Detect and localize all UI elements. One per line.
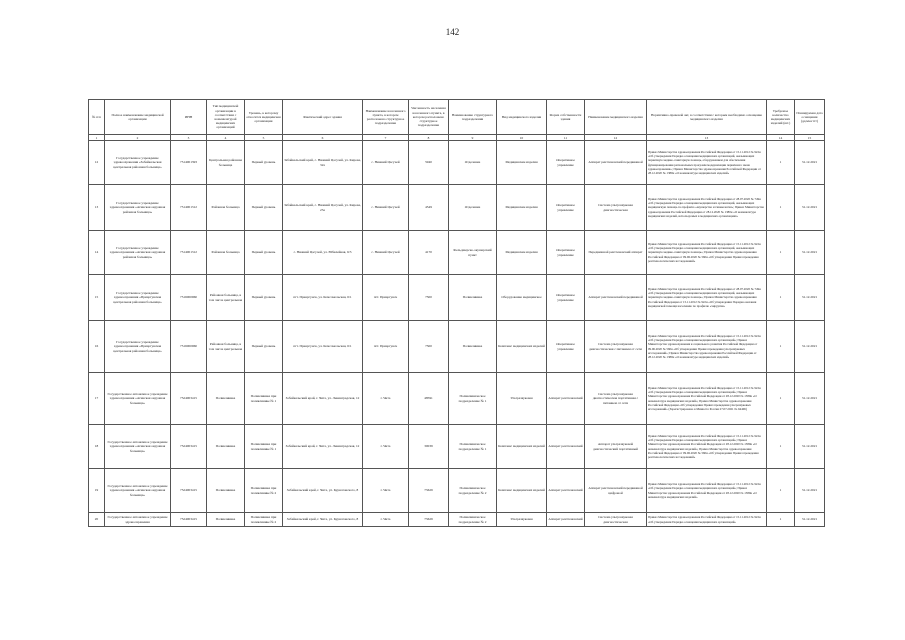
legal-act-cell: Приказ Министерства здравоохранения Российской Федерации от 15.11.2012 № 922н «Об утверждении Порядка оснащения медицинских организаций»; Приказ Министерства здравоохранения Российской Федерации от 28.12.2020 № 1380н «О номенклатуре медицинских изделий» (647, 469, 767, 513)
table-cell: Поликлиника (207, 373, 245, 425)
table-row (89, 141, 825, 185)
legal-act-cell: Приказ Министерства здравоохранения Российской Федерации от 28.07.2020 № 749н «Об утверждении Порядка оснащения медицинских организаций, оказывающих медицинскую помощь по профилю «акушерство и гинекология»; Приказ Министерства здравоохранения Российской Федерации от 28.12.2020 № 1380н «О номенклатуре медицинских изделий, используемых в медицинских организациях» (647, 185, 767, 231)
table-cell: Поликлиническое подразделение № 2 (449, 469, 497, 513)
table-cell: 7500 (409, 275, 449, 321)
equipment-table-container (88, 99, 824, 527)
table-cell: Государственное учреждение здравоохранения «Приаргунская центральная районная больница» (105, 275, 171, 321)
table-cell: 48591 (409, 373, 449, 425)
table-cell: 4170 (409, 231, 449, 275)
table-cell: Забайкальский край, г. Чита, ул. Ленинградская, 12 (283, 373, 363, 425)
table-cell: Аппарат рентгеновский (547, 425, 585, 469)
table-cell: Первый уровень (245, 321, 283, 373)
legal-act-cell: Приказ Министерства здравоохранения Российской Федерации от 28.07.2020 № 749н «Об утверждении Порядка оснащения медицинских организаций, оказывающих первичную медико-санитарную помощь»; Приказ Министерства здравоохранения Российской Федерации от 15.11.2012 № 922н «Об утверждении Порядка оказания медицинской помощи населению по профилю «хирургия» (647, 275, 767, 321)
date-cell: 31.12.2021 (795, 513, 825, 527)
date-cell: 31.12.2021 (795, 185, 825, 231)
table-cell: Поликлиническое подразделение № 2 (449, 513, 497, 527)
equipment-table (88, 99, 825, 527)
table-cell: 7516000960 (171, 275, 207, 321)
table-cell: Оперативное управление (547, 275, 585, 321)
date-cell: 31.12.2021 (795, 141, 825, 185)
table-cell: 7524003415 (171, 373, 207, 425)
table-cell: Ультразвуковая (497, 373, 547, 425)
table-cell: Отделение (449, 185, 497, 231)
quantity-cell: 1 (767, 141, 795, 185)
table-cell: 7514001393 (171, 141, 207, 185)
column-number: 1 (89, 135, 105, 141)
table-cell: Система ультразвуковая диагностическая (585, 185, 647, 231)
header-row (89, 100, 825, 135)
table-cell: 15 (89, 275, 105, 321)
table-cell: Оперативное управление (547, 321, 585, 373)
table-cell: пгт. Приаргунск (363, 275, 409, 321)
date-cell: 31.12.2021 (795, 231, 825, 275)
table-cell: с. Нижний Цасучей (363, 231, 409, 275)
column-header: Фактический адрес здания (283, 100, 363, 135)
date-cell: 31.12.2021 (795, 469, 825, 513)
table-cell: 4549 (409, 185, 449, 231)
legal-act-cell: Приказ Министерства здравоохранения Российской Федерации от 15.11.2012 № 922н «Об утверждении Порядка оснащения медицинских организаций» (647, 513, 767, 527)
table-cell: Государственное автономное учреждение здравоохранения «Агинская окружная больница» (105, 373, 171, 425)
table-row (89, 469, 825, 513)
column-header: № п/п (89, 100, 105, 135)
table-cell: с. Нижний Цасучей, ул. Юбилейная, 6/3 (283, 231, 363, 275)
column-header: Уровень, к которому относится медицинская организация (245, 100, 283, 135)
table-cell: 7524003415 (171, 513, 207, 527)
table-cell: 13 (89, 185, 105, 231)
table-cell: 7514001312 (171, 185, 207, 231)
table-cell: 19 (89, 469, 105, 513)
table-cell: с. Нижний Цасучей (363, 141, 409, 185)
table-cell: Районная больница, в том числе центральная (207, 321, 245, 373)
table-cell: г. Чита (363, 513, 409, 527)
date-cell: 31.12.2021 (795, 425, 825, 469)
column-header: Вид медицинского изделия (497, 100, 547, 135)
table-cell: Оборудование медицинское (497, 275, 547, 321)
table-cell: Оперативное управление (547, 185, 585, 231)
table-cell: Государственное учреждение здравоохранения «Приаргунская центральная районная больница» (105, 321, 171, 373)
table-cell: Забайкальский край, с. Нижний Цасучей, ул. Кирова, 32а (283, 141, 363, 185)
table-cell: Поликлиника при поликлинике № 1 (245, 425, 283, 469)
column-header: Тип медицинской организации в соответствии с номенклатурой медицинских организаций (207, 100, 245, 135)
column-header: ИНН (171, 100, 207, 135)
table-row (89, 321, 825, 373)
table-cell: Государственное учреждение здравоохранения «Агинская окружная районная больница» (105, 185, 171, 231)
table-cell: Государственное учреждение здравоохранения «Забайкальская центральная районная больница» (105, 141, 171, 185)
page-number: 142 (445, 27, 460, 37)
column-number: 9 (449, 135, 497, 141)
table-cell: Поликлиника при поликлинике № 1 (245, 373, 283, 425)
table-cell: Районная больница, в том числе центральная (207, 275, 245, 321)
column-number: 3 (171, 135, 207, 141)
table-body (89, 141, 825, 527)
quantity-cell: 1 (767, 275, 795, 321)
table-cell: с. Нижний Цасучей (363, 185, 409, 231)
column-header: Численность населения населенного пункта, в котором расположено структурное подразделение (409, 100, 449, 135)
table-cell: Отделение (449, 141, 497, 185)
table-cell: г. Чита (363, 373, 409, 425)
table-cell: 75629 (409, 469, 449, 513)
column-header: Форма собственности здания (547, 100, 585, 135)
date-cell: 31.12.2021 (795, 321, 825, 373)
quantity-cell: 1 (767, 373, 795, 425)
table-cell: Аппарат рентгеновский передвижной (585, 141, 647, 185)
table-cell: Поликлиническое подразделение № 1 (449, 425, 497, 469)
table-cell: пгт. Приаргунск, ул. Комсомольская, 6/1 (283, 275, 363, 321)
table-cell: Поликлиника (449, 321, 497, 373)
table-row (89, 231, 825, 275)
table-cell: Государственное учреждение здравоохранения «Агинская окружная районная больница» (105, 231, 171, 275)
table-cell: пгт. Приаргунск, ул. Комсомольская, 6/1 (283, 321, 363, 373)
table-cell: 17 (89, 373, 105, 425)
table-row (89, 425, 825, 469)
table-cell: Районная больница (207, 231, 245, 275)
quantity-cell: 1 (767, 425, 795, 469)
table-row (89, 373, 825, 425)
table-cell: Аппарат рентгеновский передвижной (585, 275, 647, 321)
legal-act-cell: Приказ Министерства здравоохранения Российской Федерации от 15.11.2012 № 922н «Об утверждении Порядка оснащения медицинских организаций»; Приказ Министерства здравоохранения Российской Федерации от 28.12.2020 № 1380н «О номенклатуре медицинских изделий»; Приказ Министерства здравоохранения Российской Федерации «Об утверждении Правил проведения ультразвуковых исследований» (Зарегистрировано в Минюсте России 27.07.2021 № 64406) (647, 373, 767, 425)
table-cell: Комплекс медицинских изделий (497, 425, 547, 469)
table-cell: Первый уровень (245, 275, 283, 321)
table-cell: Поликлиника (449, 275, 497, 321)
table-cell: Система ультразвуковая диагностическая портативная с питанием от сети (585, 373, 647, 425)
column-header: Наименование медицинского изделия (585, 100, 647, 135)
column-number: 2 (105, 135, 171, 141)
table-cell: г. Чита (363, 425, 409, 469)
table-cell: Забайкальский край, г. Чита, ул. Курнатовского, 8 (283, 469, 363, 513)
quantity-cell: 1 (767, 513, 795, 527)
table-cell: 18 (89, 425, 105, 469)
table-cell: 12 (89, 141, 105, 185)
table-cell: Поликлиника (207, 513, 245, 527)
table-cell: Первый уровень (245, 231, 283, 275)
table-cell: Государственное автономное учреждение здравоохранения (105, 513, 171, 527)
table-row (89, 275, 825, 321)
column-header: Планируемая дата оснащения (дд.мм.гггг) (795, 100, 825, 135)
table-cell: 7516000960 (171, 321, 207, 373)
table-cell: Комплекс медицинских изделий (497, 469, 547, 513)
table-cell: 7500 (409, 321, 449, 373)
legal-act-cell: Приказ Министерства здравоохранения Российской Федерации от 15.11.2012 № 922н «Об утверждении Порядка оснащения медицинских организаций»; Приказ Министерства здравоохранения Российской Федерации от 28.12.2020 № 1380н «О номенклатуре медицинских изделий»; Приказ Министерства здравоохранения Российской Федерации от 09.06.2020 № 560н «Об утверждении Правил проведения рентгенологических исследований» (647, 425, 767, 469)
table-header (89, 100, 825, 141)
table-cell: Поликлиника (207, 425, 245, 469)
table-cell: 5940 (409, 141, 449, 185)
column-number: 11 (547, 135, 585, 141)
table-cell: Медицинские изделия (497, 141, 547, 185)
table-cell: Поликлиника при поликлинике № 2 (245, 469, 283, 513)
column-number: 12 (585, 135, 647, 141)
table-cell: Забайкальский край, г. Чита, ул. Курнатовского, 8 (283, 513, 363, 527)
date-cell: 31.12.2021 (795, 373, 825, 425)
table-cell: Аппарат рентгеновский (547, 373, 585, 425)
column-header: Наименование структурного подразделения (449, 100, 497, 135)
quantity-cell: 1 (767, 231, 795, 275)
quantity-cell: 1 (767, 321, 795, 373)
table-cell: Передвижной рентгеновский аппарат (585, 231, 647, 275)
table-cell: Поликлиническое подразделение № 1 (449, 373, 497, 425)
table-cell: Система ультразвуковая диагностическая с питанием от сети (585, 321, 647, 373)
table-cell: Ультразвуковая (497, 513, 547, 527)
date-cell: 31.12.2021 (795, 275, 825, 321)
column-header: Требуемое количество медицинских изделий (шт.) (767, 100, 795, 135)
table-row (89, 513, 825, 527)
quantity-cell: 1 (767, 469, 795, 513)
column-number: 6 (283, 135, 363, 141)
table-cell: Забайкальский край, с. Нижний Цасучей, ул. Кирова, 23а (283, 185, 363, 231)
table-cell: пгт. Приаргунск (363, 321, 409, 373)
column-number: 10 (497, 135, 547, 141)
table-cell: Государственное автономное учреждение здравоохранения «Агинская окружная больница» (105, 469, 171, 513)
table-cell: г. Чита (363, 469, 409, 513)
table-cell: Государственное автономное учреждение здравоохранения «Агинская окружная больница» (105, 425, 171, 469)
table-cell: Поликлиника при поликлинике № 2 (245, 513, 283, 527)
table-cell: Медицинские изделия (497, 185, 547, 231)
table-cell: 16 (89, 321, 105, 373)
legal-act-cell: Приказ Министерства здравоохранения Российской Федерации от 15.11.2012 № 922н «Об утверждении Порядка оснащения медицинских организаций, оказывающих первичную медико-санитарную помощь»; Приказ Министерства здравоохранения Российской Федерации от 09.06.2020 № 560н «Об утверждении Правил проведения рентгенологических исследований» (647, 231, 767, 275)
table-cell: Система ультразвуковая диагностическая (585, 513, 647, 527)
table-cell: Фельдшерско-акушерский пункт (449, 231, 497, 275)
table-row (89, 185, 825, 231)
table-cell: Аппарат рентгеновский передвижной цифровой (585, 469, 647, 513)
column-number: 7 (363, 135, 409, 141)
column-number: 4 (207, 135, 245, 141)
column-number: 8 (409, 135, 449, 141)
table-cell: Оперативное управление (547, 231, 585, 275)
column-number: 15 (795, 135, 825, 141)
column-number: 5 (245, 135, 283, 141)
table-cell: Комплекс медицинских изделий (497, 321, 547, 373)
table-cell: 30039 (409, 425, 449, 469)
table-cell: 7524003415 (171, 469, 207, 513)
table-cell: Центральная районная больница (207, 141, 245, 185)
table-cell: Медицинские изделия (497, 231, 547, 275)
quantity-cell: 1 (767, 185, 795, 231)
table-cell: Аппарат ультразвуковой диагностический портативный (585, 425, 647, 469)
table-cell: Поликлиника (207, 469, 245, 513)
table-cell: 75629 (409, 513, 449, 527)
table-cell: Аппарат рентгеновский (547, 513, 585, 527)
table-cell: Первый уровень (245, 185, 283, 231)
table-cell: Аппарат рентгеновский (547, 469, 585, 513)
table-cell: 7524003415 (171, 425, 207, 469)
table-cell: 14 (89, 231, 105, 275)
column-number: 14 (767, 135, 795, 141)
column-header: Наименование населенного пункта, в котором расположено структурное подразделение (363, 100, 409, 135)
table-cell: 7514001312 (171, 231, 207, 275)
legal-act-cell: Приказ Министерства здравоохранения Российской Федерации от 15.11.2012 № 922н «Об утверждении Порядка оснащения медицинских организаций, оказывающих первичную медико-санитарную помощь, оборудованием для обеспечения функционирования региональных программ модернизации первичного звена здравоохранения»; Приказ Министерства здравоохранения Российской Федерации от 28.12.2020 № 1380н «О номенклатуре медицинских изделий» (647, 141, 767, 185)
table-cell: Оперативное управление (547, 141, 585, 185)
column-number: 13 (647, 135, 767, 141)
column-header: Нормативно-правовой акт, в соответствии с которым необходимо оснащение медицинского изделия (647, 100, 767, 135)
table-cell: Районная больница (207, 185, 245, 231)
legal-act-cell: Приказ Министерства здравоохранения Российской Федерации от 15.11.2012 № 922н «Об утверждении Порядка оснащения медицинских организаций»; Приказ Министерства здравоохранения и социального развития Российской Федерации от 09.06.2020 № 560н «Об утверждении Правил проведения ультразвуковых исследований»; Приказ Министерства здравоохранения Российской Федерации от 28.12.2020 № 1380н «О номенклатуре медицинских изделий» (647, 321, 767, 373)
table-cell: Забайкальский край, г. Чита, ул. Ленинградская, 12 (283, 425, 363, 469)
table-cell: 20 (89, 513, 105, 527)
table-cell: Первый уровень (245, 141, 283, 185)
column-header: Полное наименование медицинской организации (105, 100, 171, 135)
